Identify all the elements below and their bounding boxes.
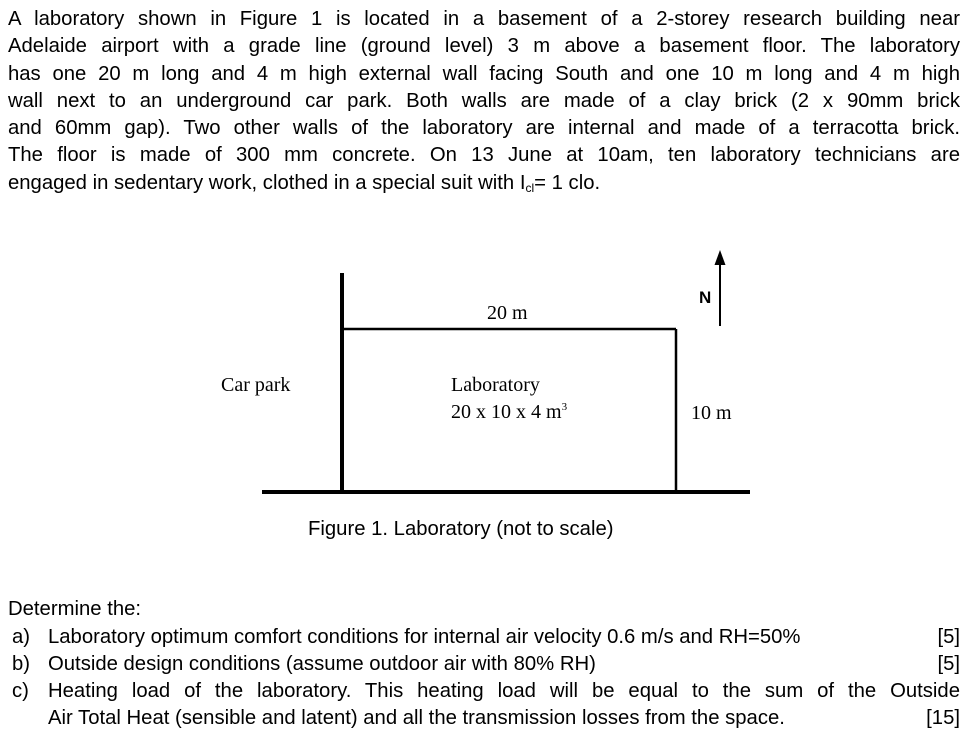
question-text: Heating load of the laboratory. This heating load will be equal to the sum of the Outside xyxy=(48,680,960,702)
question-letter: c) xyxy=(12,680,29,702)
statement-line: and 60mm gap). Two other walls of the laboratory are internal and made of a terracotta brick. xyxy=(8,117,960,140)
width-label: 10 m xyxy=(691,402,732,424)
statement-line: Adelaide airport with a grade line (ground level) 3 m above a basement floor. The laboratory xyxy=(8,35,960,58)
question-text: Laboratory optimum comfort conditions for internal air velocity 0.6 m/s and RH=50% xyxy=(48,626,801,648)
question-item xyxy=(12,651,960,679)
question-letter: a) xyxy=(12,626,31,648)
question-letter: b) xyxy=(12,653,31,675)
question-item xyxy=(12,624,960,652)
question-marks: [15] xyxy=(926,707,960,730)
clo-value: = 1 clo. xyxy=(534,171,601,194)
question-text: Outside design conditions (assume outdoor air with 80% RH) xyxy=(48,653,596,675)
question-text: Air Total Heat (sensible and latent) and all the transmission losses from the space. xyxy=(48,707,785,730)
question-marks: [5] xyxy=(937,626,960,648)
room-dimensions-text: 20 x 10 x 4 m xyxy=(451,401,562,423)
figure-caption: Figure 1. Laboratory (not to scale) xyxy=(308,518,614,540)
carpark-label: Car park xyxy=(221,374,291,396)
room-dimensions-exponent: 3 xyxy=(561,401,568,413)
statement-line: A laboratory shown in Figure 1 is located in a basement of a 2-storey research building near xyxy=(8,8,960,30)
room-name-label: Laboratory xyxy=(451,374,540,396)
room-dimensions-label xyxy=(451,401,567,424)
statement-line: The floor is made of 300 mm concrete. On 13 June at 10am, ten laboratory technicians are xyxy=(8,144,960,167)
question-item xyxy=(12,678,960,734)
north-arrow-head xyxy=(715,250,726,265)
question-marks: [5] xyxy=(937,653,960,675)
north-label: N xyxy=(699,288,712,307)
statement-text: engaged in sedentary work, clothed in a special suit with I xyxy=(8,171,526,194)
statement-line: wall next to an underground car park. Both walls are made of a clay brick (2 x 90mm brick xyxy=(8,89,960,112)
clo-subscript: cl xyxy=(525,180,535,195)
statement-line: has one 20 m long and 4 m high external wall facing South and one 10 m long and 4 m high xyxy=(8,62,960,85)
questions-heading: Determine the: xyxy=(8,598,142,620)
length-label: 20 m xyxy=(487,302,528,324)
